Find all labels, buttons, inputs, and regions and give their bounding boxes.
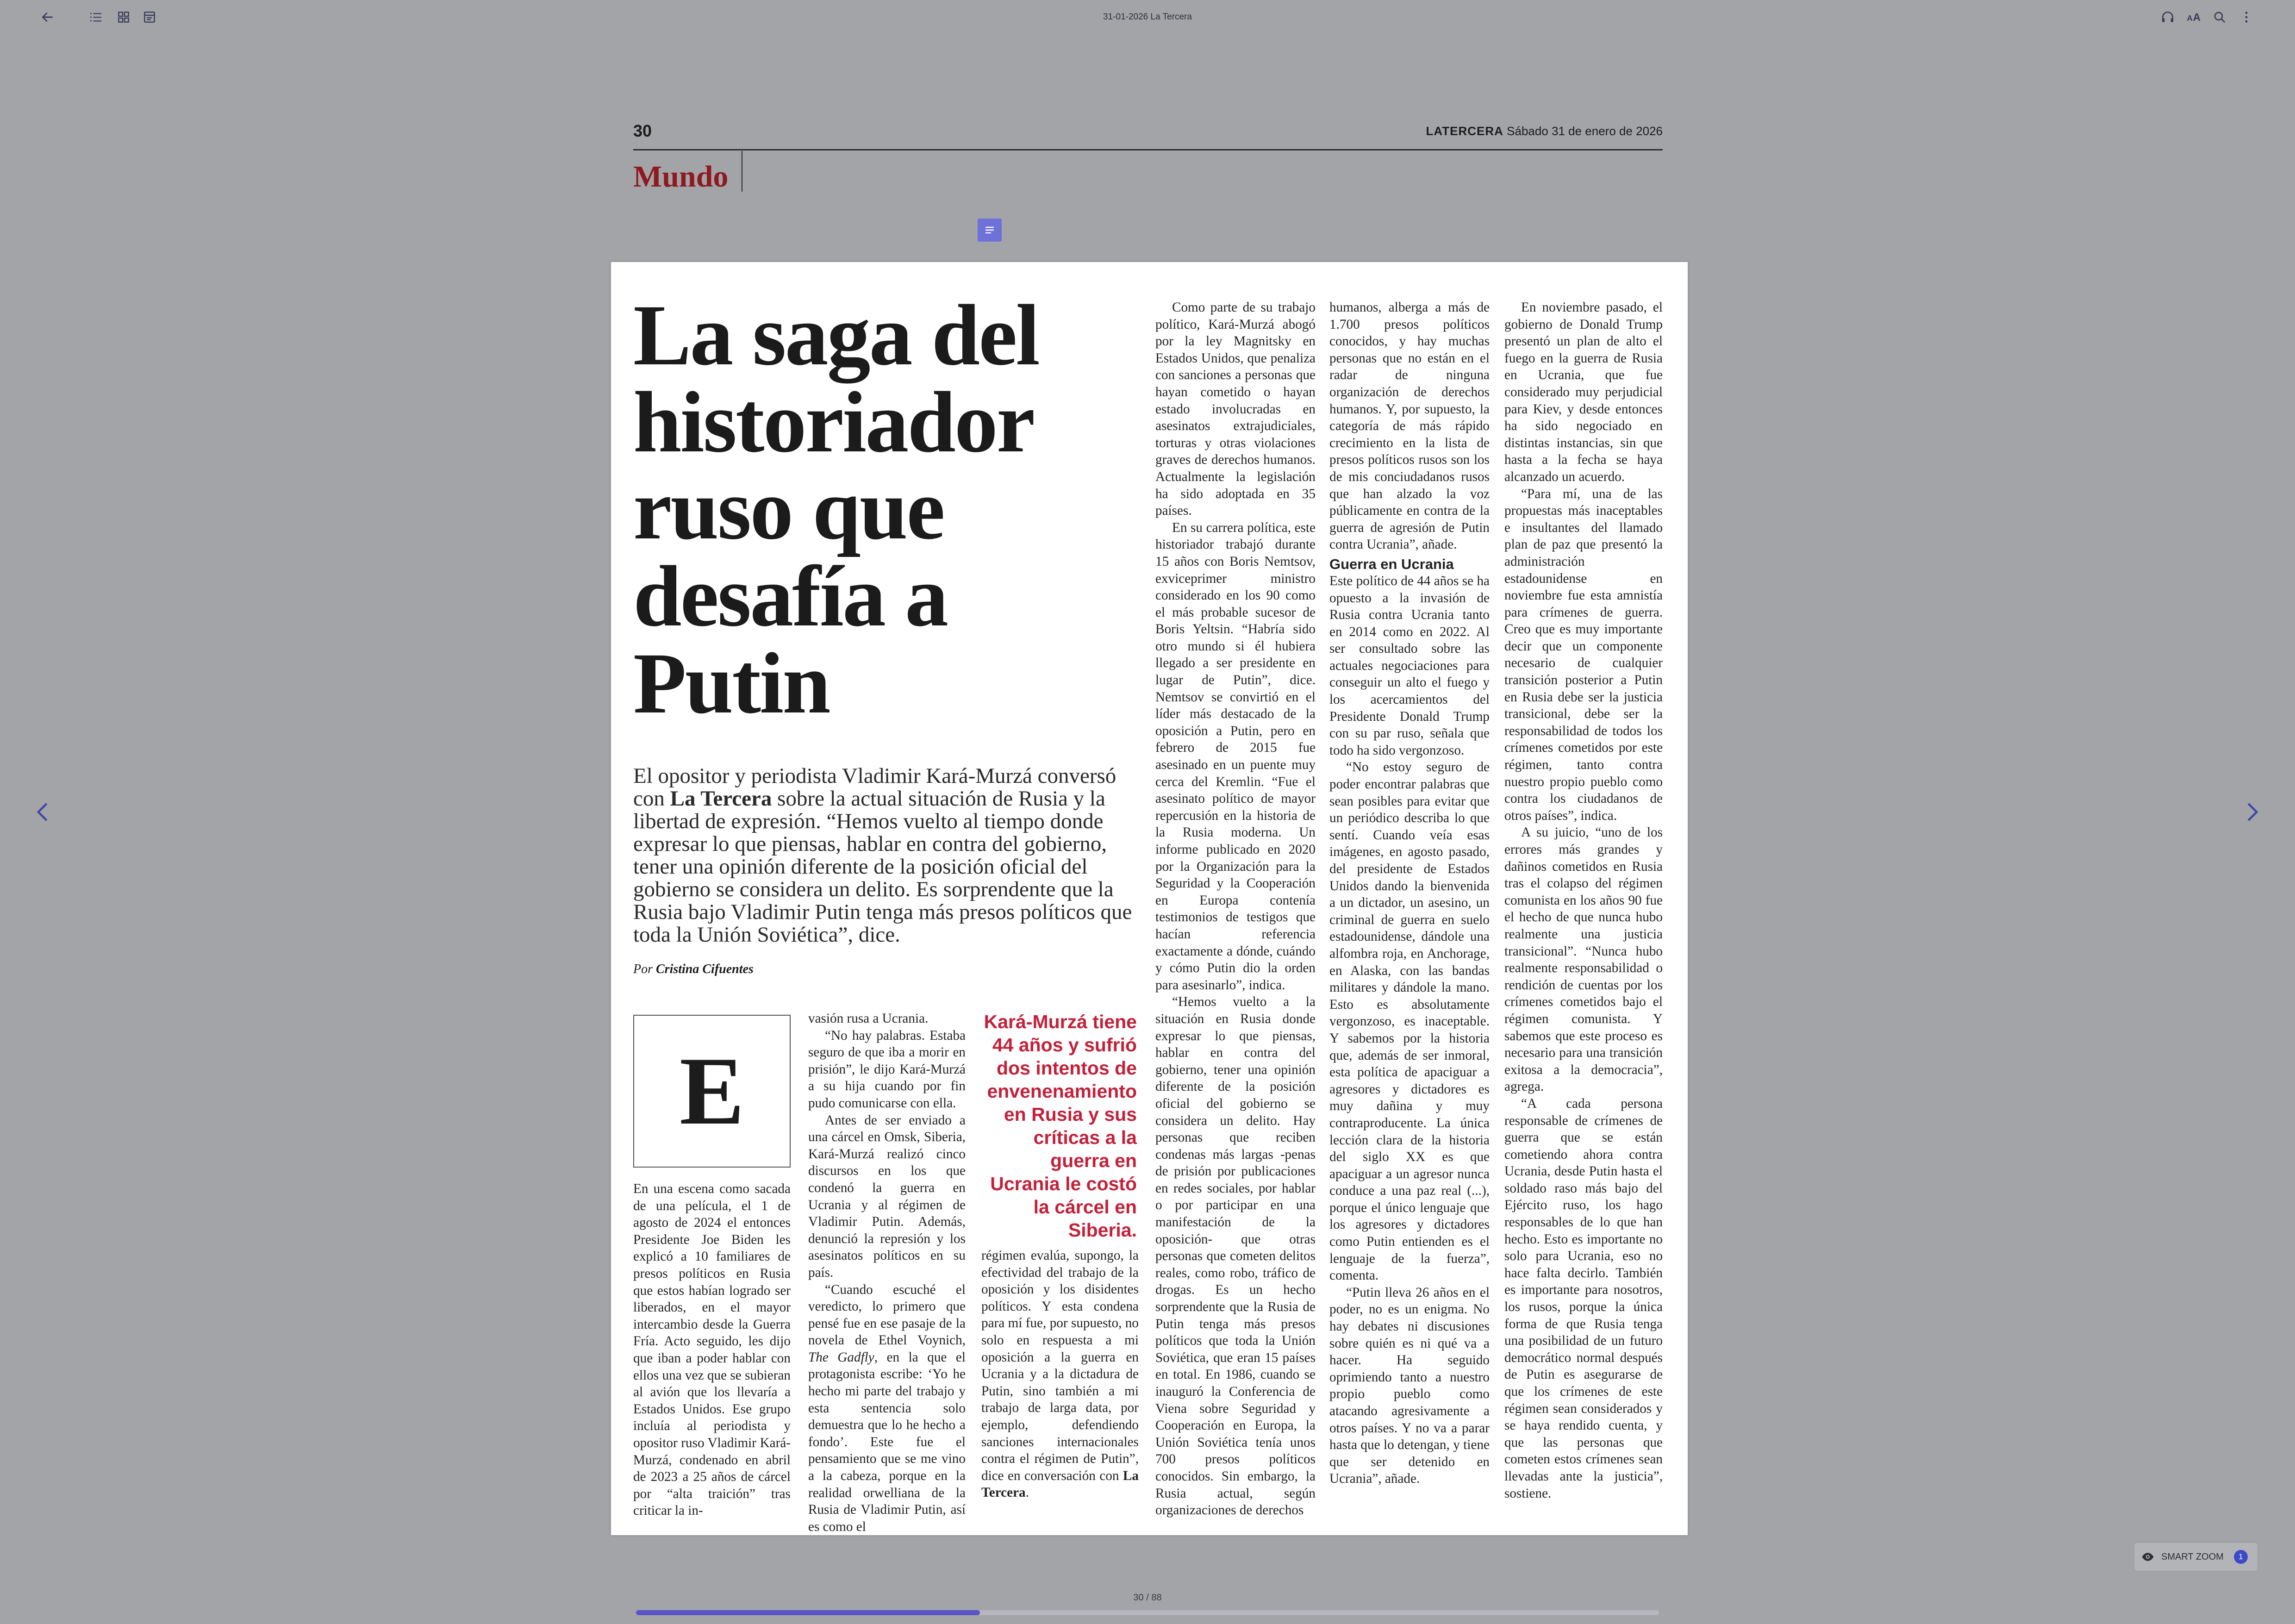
paragraph: En una escena como sacada de una película, el 1 de agosto de 2024 el entonces Presidente Joe Biden les explicó a 10 familiares de presos políticos en Rusia que estos habían logrado ser liberados, en el mayor intercambio desde la Guerra Fría. Acto seguido, les dijo que iban a poder hablar con ellos una vez que se subieran al avión que los llevaría a Estados Unidos. Ese grupo incluía al periodista y opositor ruso Vladimir Kará-Murzá, condenado en abril de 2023 a 25 años de cárcel por “alta traición” tras criticar la in- — [633, 1181, 791, 1518]
masthead-brand: LATERCERA — [1426, 124, 1503, 138]
book-title: The Gadfly — [808, 1349, 874, 1365]
paragraph: “No hay palabras. Estaba seguro de que iba a morir en prisión”, le dijo Kará-Murzá a su hija cuando por fin pudo comunicarse con ella. — [808, 1028, 966, 1111]
paragraph-text: “Cuando escuché el veredicto, lo primero que pensé fue en ese pasaje de la novela de Ethel Voynich, — [808, 1282, 966, 1348]
header-rule — [633, 149, 1663, 150]
smart-zoom-button[interactable] — [2134, 1543, 2258, 1571]
paragraph: “Hemos vuelto a la situación en Rusia donde expresar lo que piensas, hablar en contra del gobierno, tener una opinión diferente de la posición oficial del gobierno se considera un delito. Hay personas que reciben condenas más largas -penas de prisión por publicaciones en redes sociales, por hablar o por participar en una manifestación de la oposición- que otras personas que cometen delitos reales, como robo, tráfico de drogas. Es un hecho sorprendente que la Rusia de Putin tenga más presos políticos que toda la Unión Soviética, que eran 15 países en total. En 1986, cuando se inauguró la Conferencia de Viena sobre Seguridad y Cooperación en Europa, la Unión Soviética tenía unos 700 presos políticos conocidos. Sin embargo, la Rusia actual, según organizaciones de derechos — [1155, 994, 1316, 1518]
pull-quote: Kará-Murzá tiene 44 años y sufrió dos intentos de envenenamiento en Rusia y sus críticas a la guerra en Ucrania le costó la cárcel en Siberia. — [984, 1011, 1137, 1241]
column-1 — [633, 1181, 791, 1519]
svg-text:A: A — [2187, 13, 2193, 23]
article-headline: La saga del historiador ruso que desafía a Putin — [633, 287, 1039, 731]
paragraph-text: , en la que el protagonista escribe: ‘Yo he hecho mi parte del trabajo y esta sentencia solo demuestra que lo he hecho a fondo’. Este fue el pensamiento que se me vino a la cabeza, porque en la realidad orwelliana de la Rusia de Vladimir Putin, así es como el — [808, 1349, 966, 1534]
deck-text: El opositor y periodista Vladimir Kará-Murzá conversó con — [633, 764, 1116, 811]
subheading: Guerra en Ucrania — [1329, 556, 1454, 572]
smart-zoom-badge: 1 — [2234, 1550, 2248, 1564]
article-deck — [633, 765, 1142, 946]
text-size-icon[interactable] — [2183, 6, 2204, 28]
page-progress-fill — [636, 1610, 980, 1615]
column-5 — [1329, 299, 1490, 1487]
masthead — [1426, 124, 1663, 138]
page-progress-bar[interactable] — [636, 1610, 1659, 1615]
deck-bold: La Tercera — [670, 787, 772, 811]
paragraph: Antes de ser enviado a una cárcel en Omsk, Siberia, Kará-Murzá realizó cinco discursos en los que condenó la guerra en Ucrania y al régimen de Vladimir Putin. Además, denunció la represión y los asesinatos políticos en su país. — [808, 1112, 966, 1280]
prev-page-icon[interactable] — [30, 798, 57, 826]
byline-author: Cristina Cifuentes — [656, 962, 754, 976]
paragraph: “Para mí, una de las propuestas más inaceptables e insultantes del llamado plan de paz que presentó la administración estadounidense en noviembre fue esta amnistía para crímenes de guerra. Creo que es muy importante decir que un componente necesario de cualquier transición posterior a Putin en Rusia debe ser la justicia transicional, debe ser la responsabilidad de todos los crímenes cometidos por este régimen, tanto contra nuestro propio pueblo como contra los ciudadanos de otros países”, indica. — [1504, 486, 1663, 823]
smart-zoom-label: SMART ZOOM — [2161, 1551, 2224, 1562]
paragraph — [808, 1281, 966, 1536]
headphones-icon[interactable] — [2157, 6, 2178, 28]
paragraph: En noviembre pasado, el gobierno de Donald Trump presentó un plan de alto el fuego en la guerra de Rusia en Ucrania, que fue considerado muy perjudicial para Kiev, y desde entonces ha sido negociado en distintas instancias, sin que hasta a la fecha se haya alcanzado un acuerdo. — [1504, 300, 1663, 484]
paragraph: “Putin lleva 26 años en el poder, no es un enigma. No hay debates ni discusiones sobre quién es ni qué va a hacer. Ha seguido oprimiendo tanto a nuestro propio pueblo como atacando agresivamente a otros países. Y no va a parar hasta que lo detengan, y tiene que ser detenido en Ucrania”, añade. — [1329, 1285, 1490, 1487]
search-icon[interactable] — [2209, 6, 2230, 28]
column-2 — [808, 1010, 966, 1535]
article-note-button[interactable] — [978, 219, 1002, 242]
column-3 — [981, 1247, 1139, 1501]
eye-icon — [2141, 1550, 2155, 1564]
document-title: 31-01-2026 La Tercera — [1103, 12, 1192, 22]
paragraph: “A cada persona responsable de crímenes de guerra que se están cometiendo ahora contra Ucrania, desde Putin hasta el soldado raso más bajo del Ejército ruso, los hago responsables de lo que han hecho. Esto es importante no solo para Ucrania, eso no hace falta decirlo. También es importante para nosotros, los rusos, porque la única forma de que Rusia tenga una posibilidad de un futuro democrático normal después de Putin es asegurarse de que los crímenes de este régimen sean considerados y se haya rendido cuenta, y que las personas que cometen estos crímenes sean llevadas ante la justicia”, sostiene. — [1504, 1096, 1663, 1501]
paragraph-bold: La Tercera — [981, 1468, 1139, 1500]
dropcap-letter: E — [679, 1037, 745, 1145]
paragraph-text: régimen evalúa, supongo, la efectividad del trabajo de la oposición y los disidentes políticos. Y esta condena para mí fue, por supuesto, no solo en respuesta a mi oposición a la guerra en Ucrania y a la dictadura de Putin, sino también a mi trabajo de larga data, por ejemplo, defendiendo sanciones internacionales contra el régimen de Putin”, dice en conversación con — [981, 1248, 1139, 1483]
paragraph: humanos, alberga a más de 1.700 presos políticos conocidos, y hay muchas personas que no están en el radar de ninguna organización de derechos humanos. Y, por supuesto, la categoría de más rápido crecimiento en la lista de presos políticos rusos son los de mis conciudadanos rusos que han alzado la voz públicamente en contra de la guerra de agresión de Putin contra Ucrania”, añade. — [1329, 300, 1490, 552]
paragraph: A su juicio, “uno de los errores más grandes y dañinos cometidos en Rusia tras el colapso del régimen comunista en los años 90 fue el hecho de que nunca hubo realmente una justicia transicional”. “Nunca hubo realmente responsabilidad o rendición de cuentas por los crímenes cometidos bajo el régimen comunista. Y sabemos que este proceso es necesario para una transición exitosa a la democracia”, agrega. — [1504, 825, 1663, 1094]
column-6 — [1504, 299, 1663, 1502]
section-title: Mundo — [633, 160, 729, 194]
paragraph-text: . — [1025, 1485, 1029, 1500]
dropcap — [633, 1015, 791, 1168]
byline-prefix: Por — [633, 962, 656, 976]
deck-text-2: sobre la actual situación de Rusia y la libertad de expresión. “Hemos vuelto al tiempo donde expresar lo que piensas, hablar en contra del gobierno, tener una opinión diferente de la posición oficial del gobierno se considera un delito. Es sorprendente que la Rusia bajo Vladimir Putin tenga más presos políticos que toda la Unión Soviética”, dice. — [633, 787, 1132, 947]
next-page-icon[interactable] — [2238, 798, 2265, 826]
column-4 — [1155, 299, 1316, 1519]
paragraph: En su carrera política, este historiador trabajó durante 15 años con Boris Nemtsov, exviceprimer ministro considerado en los 90 como el más probable sucesor de Boris Yeltsin. “Habría sido otro mundo si él hubiera llegado a ser presidente en lugar de Putin”, dice. Nemtsov se convirtió en el líder más destacado de la oposición a Putin, pero en febrero de 2015 fue asesinado en un puente muy cerca del Kremlin. “Fue el asesinato político de mayor repercusión en la historia de la Rusia moderna. Un informe publicado en 2020 por la Organización para la Seguridad y la Cooperación en Europa contenía testimonios de testigos que hacían referencia exactamente a dónde, cuándo y cómo Putin dio la orden para asesinarlo”, indica. — [1155, 520, 1316, 993]
paragraph: Como parte de su trabajo político, Kará-Murzá abogó por la ley Magnitsky en Estados Unidos, que penaliza con sanciones a personas que hayan cometido o hayan estado involucradas en asesinatos extrajudiciales, torturas y otras violaciones graves de derechos humanos. Actualmente la legislación ha sido adoptada en 35 países. — [1155, 300, 1316, 518]
paragraph: vasión rusa a Ucrania. — [808, 1011, 929, 1026]
byline — [633, 962, 754, 977]
more-icon[interactable] — [2236, 6, 2257, 28]
paragraph: “No estoy seguro de poder encontrar palabras que sean posibles para evitar que un periódico describa lo que sentí. Cuando veía esas imágenes, en agosto pasado, del presidente de Estados Unidos dando la bienvenida a un dictador, un asesino, un criminal de guerra en suelo estadounidense, dándole una alfombra roja, en Anchorage, en Alaska, con las bandas militares y dándole la mano. Esto es absolutamente vergonzoso, es inaceptable. Y sabemos por la historia que, además de ser inmoral, esta política de apaciguar a agresores y dictadores es muy dañina y muy contraproducente. La única lección clara de la historia del siglo XX es que apaciguar a un agresor nunca conduce a una paz real (...), porque el único lenguaje que los agresores y dictadores como Putin entienden es el lenguaje de la fuerza”, comenta. — [1329, 760, 1490, 1283]
page-counter: 30 / 88 — [1133, 1593, 1162, 1603]
svg-text:A: A — [2193, 11, 2201, 23]
page-number: 30 — [633, 121, 652, 140]
paragraph — [981, 1247, 1139, 1501]
masthead-date: Sábado 31 de enero de 2026 — [1507, 124, 1663, 138]
paragraph: Este político de 44 años se ha opuesto a la invasión de Rusia contra Ucrania tanto en 2014 como en 2022. Al ser consultado sobre las actuales negociaciones para conseguir un alto el fuego y los acercamientos del Presidente Donald Trump con su par ruso, señala que todo ha sido vergonzoso. — [1329, 573, 1490, 758]
